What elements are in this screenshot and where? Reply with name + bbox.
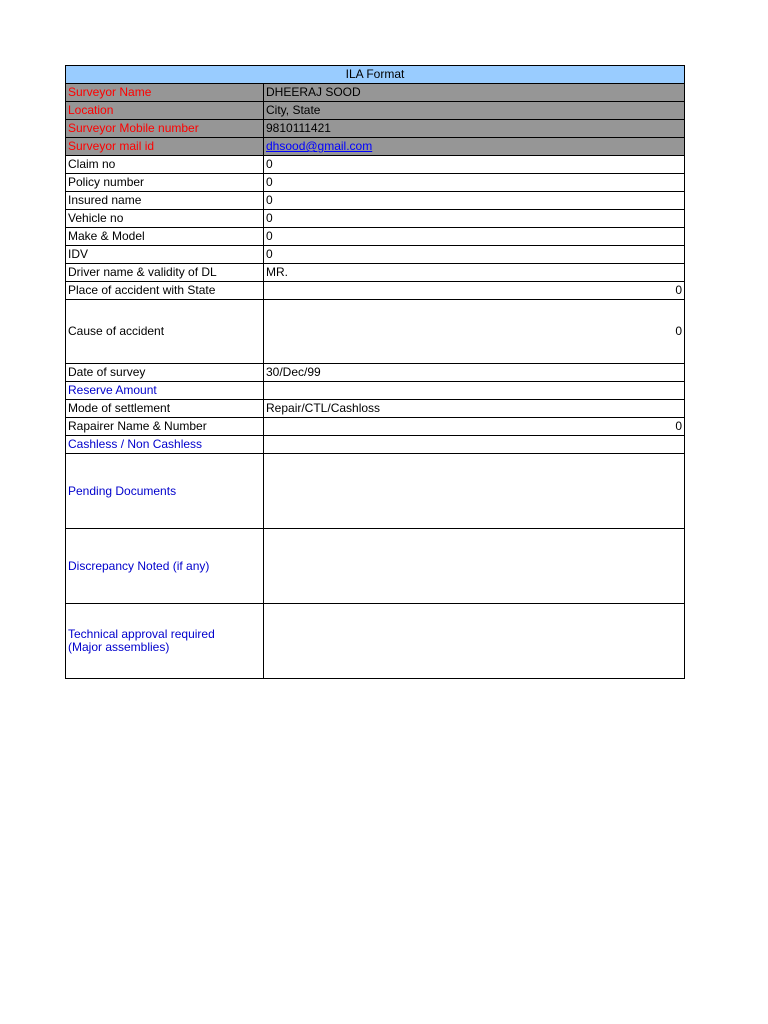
table-row	[66, 246, 685, 264]
sheet-title: ILA Format	[66, 66, 685, 84]
table-row	[66, 436, 685, 454]
policy-number-value: 0	[264, 174, 685, 192]
vehicle-no-label: Vehicle no	[66, 210, 264, 228]
discrepancy-value[interactable]	[264, 529, 685, 604]
technical-approval-line1: Technical approval required	[68, 627, 215, 641]
table-row	[66, 102, 685, 120]
claim-no-value: 0	[264, 156, 685, 174]
table-row	[66, 418, 685, 436]
place-of-accident-value: 0	[264, 282, 685, 300]
mobile-number-label: Surveyor Mobile number	[66, 120, 264, 138]
pending-documents-value[interactable]	[264, 454, 685, 529]
policy-number-label: Policy number	[66, 174, 264, 192]
insured-name-value: 0	[264, 192, 685, 210]
table-row	[66, 228, 685, 246]
make-model-label: Make & Model	[66, 228, 264, 246]
table-row	[66, 382, 685, 400]
table-row	[66, 174, 685, 192]
table-row	[66, 138, 685, 156]
mail-id-label: Surveyor mail id	[66, 138, 264, 156]
pending-documents-label: Pending Documents	[66, 454, 264, 529]
table-row	[66, 529, 685, 604]
table-row	[66, 364, 685, 382]
reserve-amount-value[interactable]	[264, 382, 685, 400]
discrepancy-label: Discrepancy Noted (if any)	[66, 529, 264, 604]
date-of-survey-label: Date of survey	[66, 364, 264, 382]
repairer-label: Rapairer Name & Number	[66, 418, 264, 436]
technical-approval-label	[66, 604, 264, 679]
table-row	[66, 604, 685, 679]
mail-id-link[interactable]: dhsood@gmail.com	[266, 139, 373, 153]
table-row	[66, 282, 685, 300]
place-of-accident-label: Place of accident with State	[66, 282, 264, 300]
driver-dl-label: Driver name & validity of DL	[66, 264, 264, 282]
idv-label: IDV	[66, 246, 264, 264]
cashless-value[interactable]	[264, 436, 685, 454]
repairer-value: 0	[264, 418, 685, 436]
vehicle-no-value: 0	[264, 210, 685, 228]
table-row	[66, 120, 685, 138]
cause-of-accident-value: 0	[264, 300, 685, 364]
mail-id-cell	[264, 138, 685, 156]
table-row	[66, 454, 685, 529]
reserve-amount-label: Reserve Amount	[66, 382, 264, 400]
location-value: City, State	[264, 102, 685, 120]
table-row	[66, 156, 685, 174]
mode-of-settlement-label: Mode of settlement	[66, 400, 264, 418]
cause-of-accident-label: Cause of accident	[66, 300, 264, 364]
table-row	[66, 264, 685, 282]
driver-dl-value: MR.	[264, 264, 685, 282]
table-row	[66, 400, 685, 418]
insured-name-label: Insured name	[66, 192, 264, 210]
surveyor-name-label: Surveyor Name	[66, 84, 264, 102]
cashless-label: Cashless / Non Cashless	[66, 436, 264, 454]
date-of-survey-value: 30/Dec/99	[264, 364, 685, 382]
location-label: Location	[66, 102, 264, 120]
technical-approval-line2: (Major assemblies)	[68, 640, 170, 654]
table-row	[66, 300, 685, 364]
surveyor-name-value: DHEERAJ SOOD	[264, 84, 685, 102]
claim-no-label: Claim no	[66, 156, 264, 174]
technical-approval-value[interactable]	[264, 604, 685, 679]
title-row	[66, 66, 685, 84]
table-row	[66, 84, 685, 102]
mobile-number-value: 9810111421	[264, 120, 685, 138]
table-row	[66, 210, 685, 228]
mode-of-settlement-value: Repair/CTL/Cashloss	[264, 400, 685, 418]
table-row	[66, 192, 685, 210]
idv-value: 0	[264, 246, 685, 264]
ila-format-table	[65, 65, 685, 679]
make-model-value: 0	[264, 228, 685, 246]
